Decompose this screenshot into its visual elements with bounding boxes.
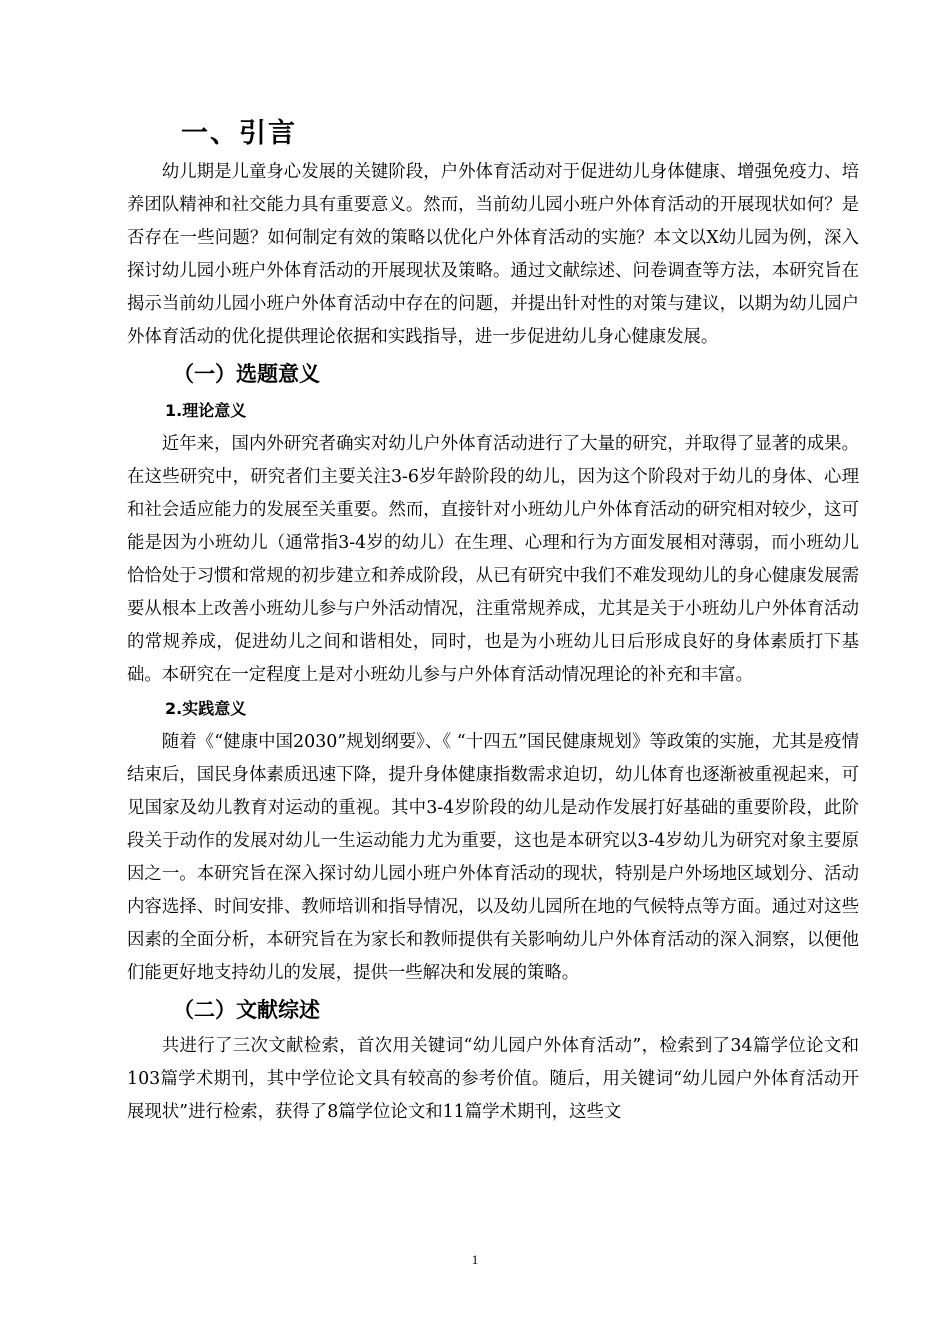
- section-heading-review: （二）文献综述: [173, 998, 320, 1022]
- theory-paragraph: 近年来，国内外研究者确实对幼儿户外体育活动进行了大量的研究，并取得了显著的成果。在这些研究中，研究者们主要关注3-6岁年龄阶段的幼儿，因为这个阶段对于幼儿的身体、心理和社会适应能力的发展至关重要。然而，直接针对小班幼儿户外体育活动的研究相对较少，这可能是因为小班幼儿（通常指3-4岁的幼儿）在生理、心理和行为方面发展相对薄弱，而小班幼儿恰恰处于习惯和常规的初步建立和养成阶段，从已有研究中我们不难发现幼儿的身心健康发展需要从根本上改善小班幼儿参与户外活动情况，注重常规养成，尤其是关于小班幼儿户外体育活动的常规养成，促进幼儿之间和谐相处，同时，也是为小班幼儿日后形成良好的身体素质打下基础。本研究在一定程度上是对小班幼儿参与户外体育活动情况理论的补充和丰富。: [127, 434, 859, 685]
- page-content: [127, 112, 859, 1129]
- page-number: 1: [471, 1252, 479, 1267]
- subheading-theory: 1.理论意义: [165, 401, 247, 420]
- review-paragraph: 共进行了三次文献检索，首次用关键词“幼儿园户外体育活动”，检索到了34篇学位论文和103篇学术期刊，其中学位论文具有较高的参考价值。随后，用关键词“幼儿园户外体育活动开展现状”进行检索，获得了8篇学位论文和11篇学术期刊，这些文: [127, 1036, 859, 1122]
- section-heading-significance: （一）选题意义: [173, 362, 320, 386]
- subheading-practice: 2.实践意义: [165, 699, 247, 718]
- chapter-heading: 一、引言: [181, 118, 297, 149]
- intro-paragraph: 幼儿期是儿童身心发展的关键阶段，户外体育活动对于促进幼儿身体健康、增强免疫力、培养团队精神和社交能力具有重要意义。然而，当前幼儿园小班户外体育活动的开展现状如何？是否存在一些问题？如何制定有效的策略以优化户外体育活动的实施？本文以X幼儿园为例，深入探讨幼儿园小班户外体育活动的开展现状及策略。通过文献综述、问卷调查等方法，本研究旨在揭示当前幼儿园小班户外体育活动中存在的问题，并提出针对性的对策与建议，以期为幼儿园户外体育活动的优化提供理论依据和实践指导，进一步促进幼儿身心健康发展。: [127, 162, 859, 347]
- practice-paragraph: 随着《“健康中国2030”规划纲要》、《 “十四五”国民健康规划》等政策的实施，尤其是疫情结束后，国民身体素质迅速下降，提升身体健康指数需求迫切，幼儿体育也逐渐被重视起来，可见国家及幼儿教育对运动的重视。其中3-4岁阶段的幼儿是动作发展打好基础的重要阶段，此阶段关于动作的发展对幼儿一生运动能力尤为重要，这也是本研究以3-4岁幼儿为研究对象主要原因之一。本研究旨在深入探讨幼儿园小班户外体育活动的现状，特别是户外场地区域划分、活动内容选择、时间安排、教师培训和指导情况，以及幼儿园所在地的气候特点等方面。通过对这些因素的全面分析，本研究旨在为家长和教师提供有关影响幼儿户外体育活动的深入洞察，以便他们能更好地支持幼儿的发展，提供一些解决和发展的策略。: [127, 732, 859, 983]
